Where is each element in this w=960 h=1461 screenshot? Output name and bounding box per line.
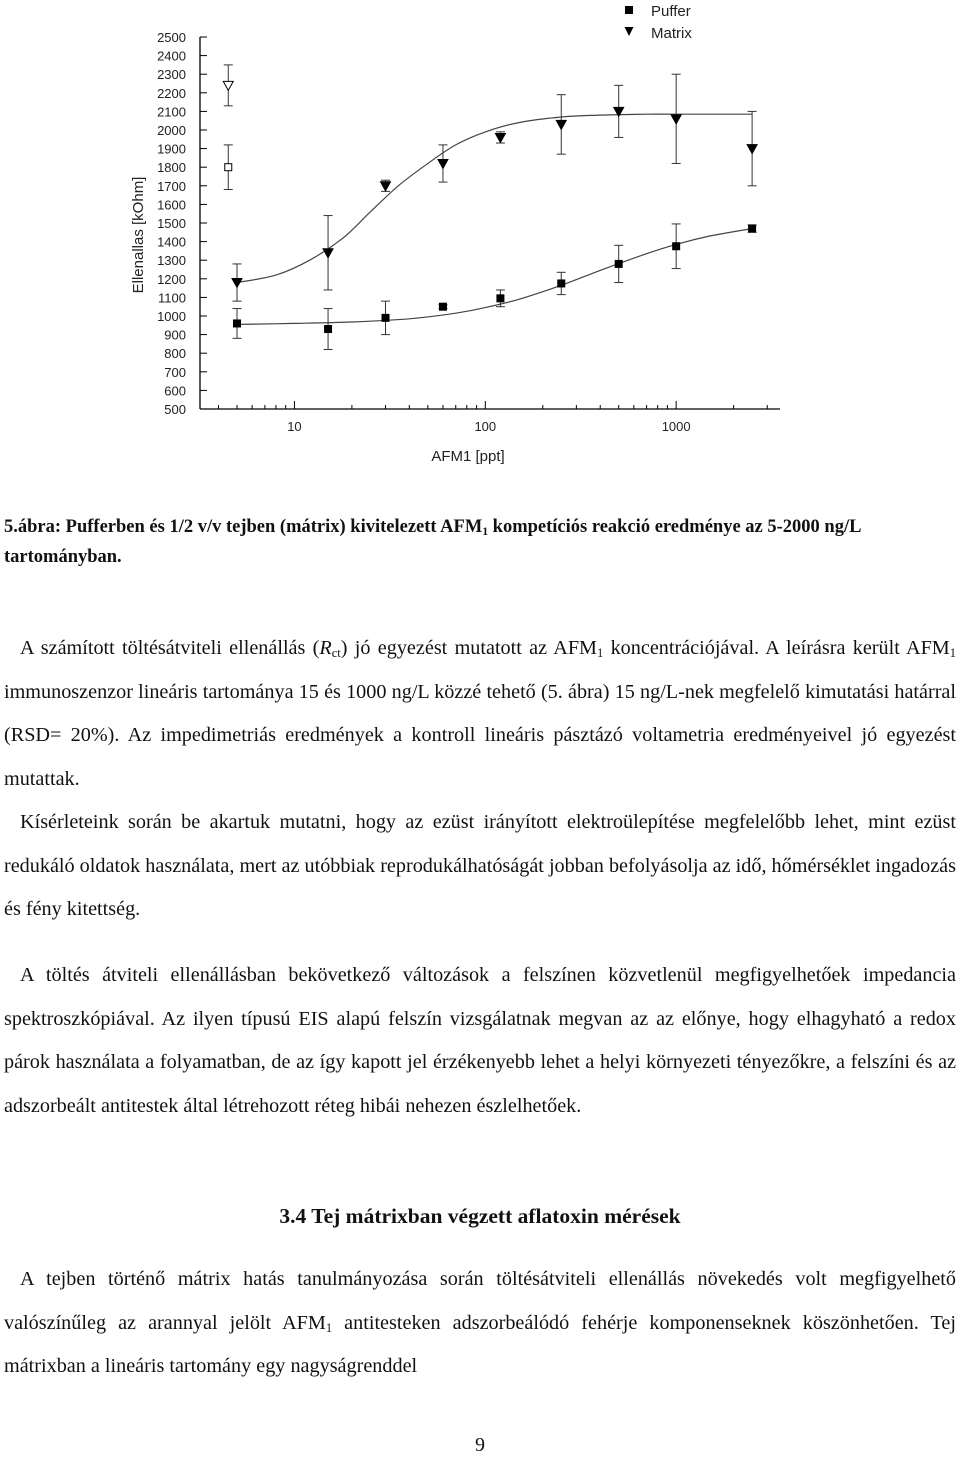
puffer-point [673,243,680,250]
y-tick-label: 1100 [158,290,186,306]
x-tick-label: 10 [287,419,302,434]
legend-label-puffer: Puffer [651,3,691,20]
control-point-square [225,164,232,171]
legend-marker-matrix [625,27,634,36]
y-tick-label: 600 [164,383,186,399]
fit-curve [237,114,752,282]
y-tick-label: 1000 [157,309,186,324]
y-tick-label: 1700 [157,178,186,194]
matrix-point [747,145,757,154]
legend [625,3,693,42]
puffer-point [615,260,622,267]
figure-caption: 5.ábra: Pufferben és 1/2 v/v tejben (mátrix) kivitelezett $AFM_1$ kompetíciós reakció eredménye az 5-2000 ng/L tartományban. [4,517,861,567]
y-tick-label: 1900 [157,141,186,157]
puffer-point [497,295,504,302]
puffer-point [325,326,332,333]
puffer-point [439,303,446,310]
paragraph-1: A számított töltésátviteli ellenállás $(R_{ct})$ jó egyezést mutatott az $AFM_1$ koncentrációjával. A leírásra került $AFM_1$ immunoszenzor lineáris tartománya 15 és 1000 ng/L közzé tehető (5. ábra) 15 ng/L-nek megfelelő kimutatási határral (RSD= 20%). Az impedimetriás eredmények a kontroll lineáris pásztázó voltametria eredményeivel jó egyezést mutattak. [4,637,957,790]
afm1-chart [0,0,960,480]
y-tick-label: 2200 [157,85,186,101]
x-tick-label: 100 [474,419,497,434]
y-tick-label: 2000 [157,123,186,138]
y-tick-label: 1800 [157,160,186,176]
y-tick-label: 500 [164,402,186,417]
matrix-point [323,249,333,258]
matrix-point [381,182,391,191]
y-tick-label: 2500 [157,30,186,45]
y-tick-label: 1200 [157,271,186,287]
matrix-point [556,120,566,129]
legend-label-matrix: Matrix [651,25,692,42]
fit-curves [237,114,752,324]
control-point-triangle [223,81,233,90]
puffer-point [558,280,565,287]
paragraph-3: A töltés átviteli ellenállásban bekövetkező változások a felszínen közvetlenül megfigyelhetőek impedancia spektroszkópiával. Az ilyen típusú EIS alapú felszín vizsgálatnak megvan az az előnye, hogy elhagyható a redox párok használata a folyamatban, de az így kapott jel érzékenyebb lehet a helyi környezeti tényezőkre, a felszíni és az adszorbeált antitestek által létrehozott réteg hibái nehezen észlelhetőek. [4,964,956,1117]
y-tick-label: 800 [164,346,186,362]
y-tick-label: 2300 [157,67,186,83]
matrix-point [671,115,681,124]
paragraph-2: Kísérleteink során be akartuk mutatni, hogy az ezüst irányított elektroülepítése megfelelőbb lehet, mint ezüst redukáló oldatok használata, mert az utóbbiak reprodukálhatóságát jobban befolyásolja az idő, hőmérséklet ingadozás és fény kitettség. [4,811,956,920]
y-tick-label: 1400 [157,234,186,250]
chart-axes [200,37,780,409]
puffer-point [749,225,756,232]
y-tick-label: 1600 [157,197,186,213]
y-tick-label: 1300 [157,253,186,269]
puffer-point [382,314,389,321]
matrix-point [438,159,448,168]
paragraph-4: A tejben történő mátrix hatás tanulmányozása során töltésátviteli ellenállás növekedés volt megfigyelhető valószínűleg az arannyal jelölt $AFM_1$ antitesteken adszorbeálódó fehérje komponenseknek köszönhetően. Tej mátrixban a lineáris tartomány egy nagyságrenddel [4,1268,956,1377]
page-number: 9 [475,1434,485,1456]
x-axis-label: AFM1 [ppt] [431,448,505,465]
y-tick-label: 700 [164,364,186,380]
matrix-point [232,279,242,288]
puffer-point [233,320,240,327]
x-tick-label: 1000 [661,419,691,434]
y-tick-label: 2400 [157,48,186,64]
y-tick-label: 900 [164,327,186,343]
y-tick-label: 1500 [157,216,186,231]
x-axis-ticks [218,401,767,434]
y-tick-label: 2100 [157,104,186,120]
matrix-point [495,133,505,142]
legend-marker-puffer [625,6,633,14]
y-axis-label: Ellenallas [kOhm] [130,176,147,294]
section-heading: 3.4 Tej mátrixban végzett aflatoxin mérések [279,1204,681,1228]
